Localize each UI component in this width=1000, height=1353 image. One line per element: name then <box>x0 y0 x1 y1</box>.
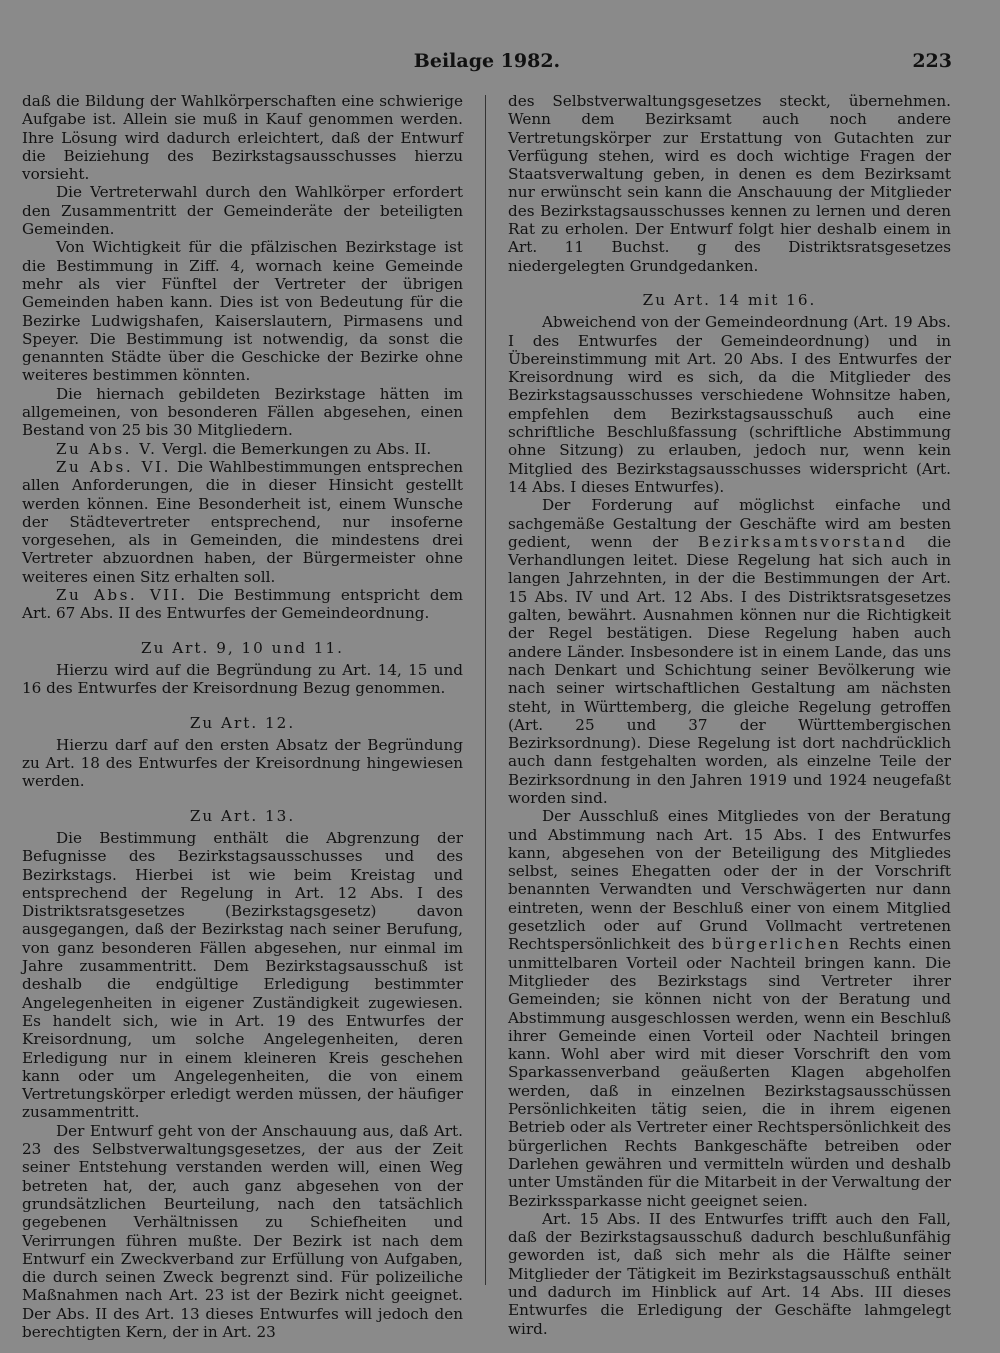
section-lead: Zu Abs. VI. <box>56 457 171 476</box>
section-heading: Zu Art. 9, 10 und 11. <box>141 638 344 657</box>
column-divider <box>485 95 486 1285</box>
paragraph: Hierzu wird auf die Begründung zu Art. 14, 15 und 16 des Entwurfes der Kreisordnung Bezug genommen. <box>22 660 463 698</box>
paragraph: Hierzu darf auf den ersten Absatz der Begründung zu Art. 18 des Entwurfes der Kreisordnung hingewiesen werden. <box>22 735 463 791</box>
running-head: Beilage 1982. <box>413 50 561 72</box>
paragraph: daß die Bildung der Wahlkörperschaften eine schwierige Aufgabe ist. Allein sie muß in Kauf genommen werden. Ihre Lösung wird dadurch erleichtert, daß der Entwurf die Beiziehung des Bezirkstagsausschusses hierzu vorsieht. <box>22 92 463 184</box>
paragraph-text: die Verhandlungen leitet. Diese Regelung hat sich auch in langen Jahrzehnten, in der die Bestimmungen der Art. 15 Abs. IV und Art. 12 Abs. I des Distriktsratsgesetzes galten, bewährt. Ausnahmen können nur die Richtigkeit der Regel bestätigen. Diese Regelung haben auch andere Länder. Insbesondere ist in einem Lande, das uns nach Denkart und Schichtung seiner Bevölkerung wie nach seiner wirtschaftlichen Gestaltung am nächsten steht, in Württemberg, die gleiche Regelung getroffen (Art. 25 und 37 der Württembergischen Bezirksordnung). Diese Regelung ist dort nachdrücklich auch dann festgehalten worden, als einzelne Teile der Bezirksordnung in den Jahren 1919 und 1924 neugefaßt worden sind. <box>508 532 951 807</box>
page-number: 223 <box>912 50 952 72</box>
section-heading: Zu Art. 14 mit 16. <box>642 290 817 309</box>
paragraph: Art. 15 Abs. II des Entwurfes trifft auch den Fall, daß der Bezirkstagsausschuß dadurch beschlußunfähig geworden ist, daß sich mehr als die Hälfte seiner Mitglieder der Tätigkeit im Bezirkstagsausschuß enthält und dadurch im Hinblick auf Art. 14 Abs. III dieses Entwurfes die Erledigung der Geschäfte lahmgelegt wird. <box>508 1209 951 1338</box>
section-heading: Zu Art. 13. <box>189 806 296 825</box>
paragraph-text: Rechts einen unmittelbaren Vorteil oder Nachteil bringen kann. Die Mitglieder des Bezirkstags sind Vertreter ihrer Gemeinden; sie können nicht von der Beratung und Abstimmung ausgeschlossen werden, wenn ein Beschluß ihrer Gemeinde einen Vorteil oder Nachteil bringen kann. Wohl aber wird mit dieser Vorschrift den vom Sparkassenverband geäußerten Klagen abgeholfen werden, daß in einzelnen Bezirkstagsausschüssen Persönlichkeiten tätig seien, die in ihrem eigenen Betrieb oder als Vertreter einer Rechtspersönlichkeit des bürgerlichen Rechts Bankgeschäfte betreiben oder Darlehen gewähren und vermitteln würden und deshalb unter Umständen für die Mitarbeit in der Verwaltung der Bezirkssparkasse nicht geeignet seien. <box>508 935 951 1210</box>
paragraph <box>22 458 463 586</box>
paragraph: des Selbstverwaltungsgesetzes steckt, übernehmen. Wenn dem Bezirksamt auch noch andere Vertretungskörper zur Erstattung von Gutachten zur Verfügung stehen, wird es doch wichtige Fragen der Staatsverwaltung geben, in denen es dem Bezirksamt nur erwünscht sein kann die Anschauung der Mitglieder des Bezirkstagsausschusses kennen zu lernen und deren Rat zu erholen. Der Entwurf folgt hier deshalb einem in Art. 11 Buchst. g des Distriktsratsgesetzes niedergelegten Grundgedanken. <box>508 92 951 275</box>
paragraph-text: Die Bestimmung entspricht dem Art. 67 Abs. II des Entwurfes der Gemeindeordnung. <box>22 586 463 623</box>
paragraph: Der Entwurf geht von der Anschauung aus, daß Art. 23 des Selbstverwaltungsgesetzes, der aus der Zeit seiner Entstehung verstanden werden will, einen Weg betreten hat, der, auch ganz abgesehen von der grundsätzlichen Beurteilung, nach den tatsächlich gegebenen Verhältnissen zu Schiefheiten und Verirrungen führen mußte. Der Bezirk ist nach dem Entwurf ein Zweckverband zur Erfüllung von Aufgaben, die durch seinen Zweck begrenzt sind. Für polizeiliche Maßnahmen nach Art. 23 ist der Bezirk nicht geeignet. Der Abs. II des Art. 13 dieses Entwurfes will jedoch den berechtigten Kern, der in Art. 23 <box>22 1121 463 1341</box>
paragraph-text: Vergl. die Bemerkungen zu Abs. II. <box>157 439 432 458</box>
paragraph <box>508 496 951 807</box>
paragraph: Abweichend von der Gemeindeordnung (Art. 19 Abs. I des Entwurfes der Gemeindeordnung) und in Übereinstimmung mit Art. 20 Abs. I des Entwurfes der Kreisordnung wird es sich, da die Mitglieder des Bezirkstagsausschusses verschiedene Wohnsitze haben, empfehlen dem Bezirkstagsausschuß auch eine schriftliche Beschlußfassung (schriftliche Abstimmung ohne Sitzung) zu erlauben, jedoch nur, wenn kein Mitglied des Bezirkstagsausschusses widerspricht (Art. 14 Abs. I dieses Entwurfes). <box>508 313 951 496</box>
paragraph: Die Vertreterwahl durch den Wahlkörper erfordert den Zusammentritt der Gemeinderäte der beteiligten Gemeinden. <box>22 183 463 239</box>
left-column <box>22 92 463 1341</box>
paragraph: Die hiernach gebildeten Bezirkstage hätten im allgemeinen, von besonderen Fällen abgesehen, einen Bestand von 25 bis 30 Mitgliedern. <box>22 384 463 440</box>
paragraph <box>22 586 463 623</box>
paragraph-text: Der Forderung auf möglichst einfache und sachgemäße Gestaltung der Geschäfte wird am besten gedient, wenn der <box>508 496 951 551</box>
section-lead: Zu Abs. VII. <box>56 586 188 605</box>
paragraph-text: Der Ausschluß eines Mitgliedes von der Beratung und Abstimmung nach Art. 15 Abs. I des Entwurfes kann, abgesehen von der Beteiligung des Mitgliedes selbst, seines Ehegatten oder der in der Vorschrift benannten Verwandten und Verschwägerten nur dann eintreten, wenn der Beschluß einer von einem Mitglied gesetzlich oder auf Grund Vollmacht vertretenen Rechtspersönlichkeit des <box>508 807 951 954</box>
paragraph <box>22 440 463 458</box>
emphasized-term: Bezirksamtsvorstand <box>698 532 908 551</box>
emphasized-term: bürgerlichen <box>711 935 842 954</box>
page-header <box>22 50 952 76</box>
paragraph: Von Wichtigkeit für die pfälzischen Bezirkstage ist die Bestimmung in Ziff. 4, wornach keine Gemeinde mehr als vier Fünftel der Vertreter der übrigen Gemeinden haben kann. Dies ist von Bedeutung für die Bezirke Ludwigshafen, Kaiserslautern, Pirmasens und Speyer. Die Bestimmung ist notwendig, da sonst die genannten Städte über die Geschicke der Bezirke ohne weiteres bestimmen könnten. <box>22 238 463 385</box>
paragraph <box>508 807 951 1210</box>
paragraph-text: Die Wahlbestimmungen entsprechen allen Anforderungen, die in dieser Hinsicht gestellt werden können. Eine Besonderheit ist, einem Wunsche der Städtevertreter entsprechend, nur insoferne vorgesehen, als in Gemeinden, die mindestens drei Vertreter abzuordnen haben, der Bürgermeister ohne weiteres einen Sitz erhalten soll. <box>22 457 463 586</box>
right-column <box>508 92 951 1338</box>
section-heading: Zu Art. 12. <box>189 713 296 732</box>
section-lead: Zu Abs. V. <box>56 439 158 458</box>
paragraph: Die Bestimmung enthält die Abgrenzung der Befugnisse des Bezirkstagsausschusses und des Bezirkstags. Hierbei ist wie beim Kreistag und entsprechend der Regelung in Art. 12 Abs. I des Distriktsratsgesetzes (Bezirkstagsgesetz) davon ausgegangen, daß der Bezirkstag nach seiner Berufung, von ganz besonderen Fällen abgesehen, nur einmal im Jahre zusammentritt. Dem Bezirkstagsausschuß ist deshalb die endgültige Erledigung bestimmter Angelegenheiten in eigener Zuständigkeit zugewiesen. Es handelt sich, wie in Art. 19 des Entwurfes der Kreisordnung, um solche Angelegenheiten, deren Erledigung nur in einem kleineren Kreis geschehen kann oder um Angelegenheiten, die von einem Vertretungskörper erledigt werden müssen, der häufiger zusammentritt. <box>22 828 463 1122</box>
